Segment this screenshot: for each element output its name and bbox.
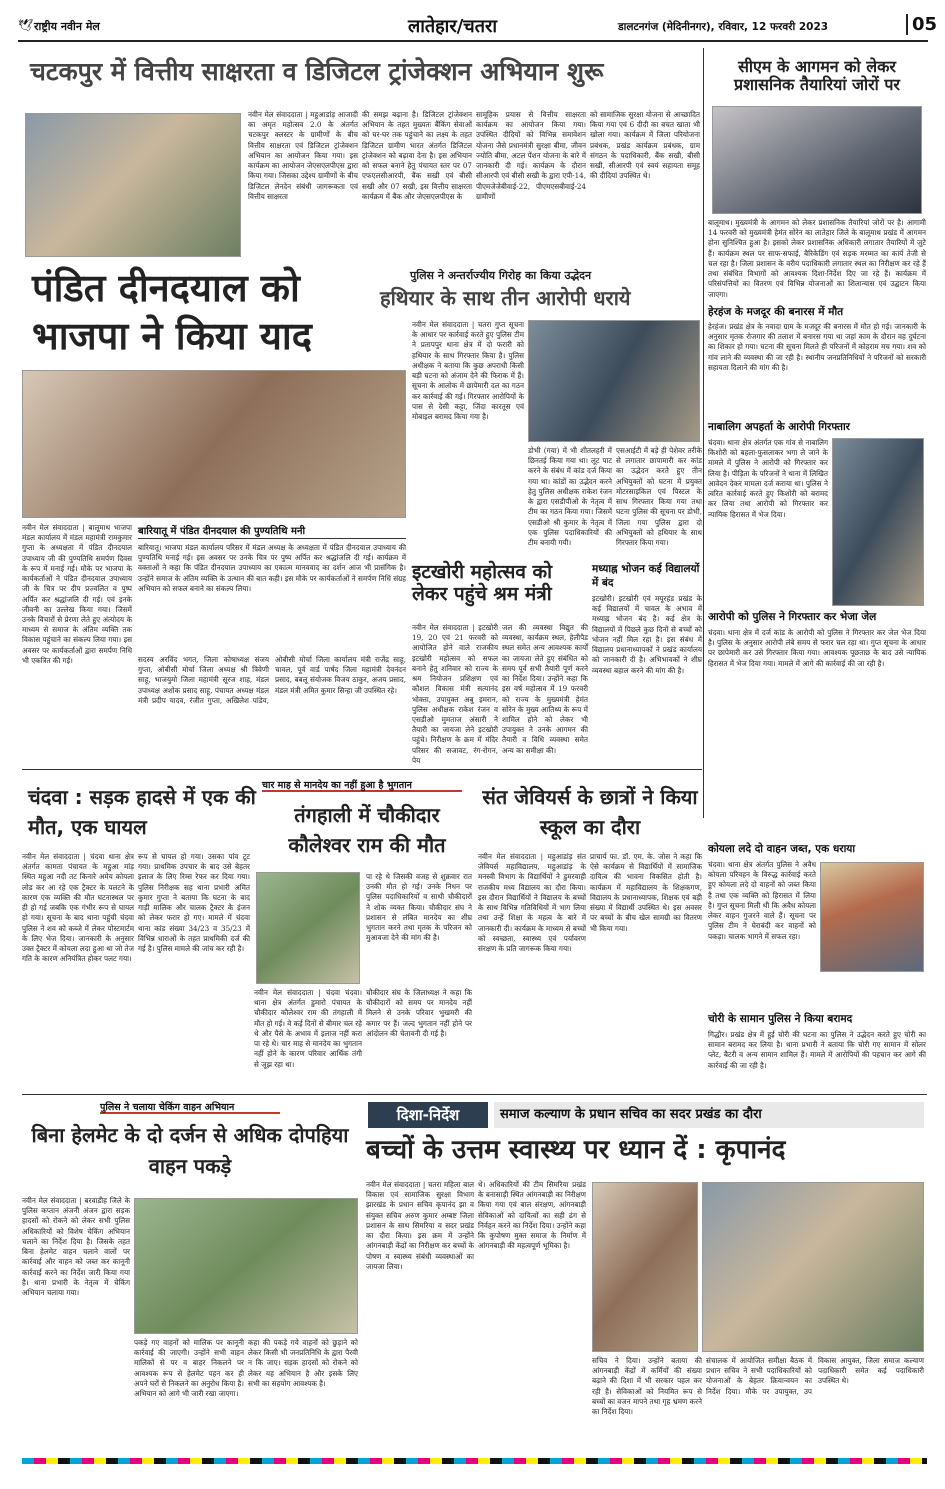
s9-headline: हथियार के साथ तीन आरोपी धराये	[380, 286, 631, 310]
s10-col2: जल की व्यवस्था विद्युत की व्यवस्था, कार्यक्रम स्थल, हेलीपैड स्थल समेत अन्य आवश्यक कार्यों का जायजा लेते हुए संबंधित को समय पूर्व सभी तैयारी पूर्ण करने का निर्देश दिया। उन्होंने कहा कि इस वर्ष महोत्सव में 19 फरवरी को राज्य के मुख्यमंत्री हेमंत सोरेन के मुख्य आतिथ्य के रूप में शामिल होने को लेकर भी उपायुक्त ने उनके आगमन की तैयारी व विधि व्यवस्था समेत अन्य का समीक्षा की।	[502, 623, 588, 755]
s13-col3: चौकीदार संघ के जिलाध्यक्ष ने कहा कि चौकीदारों को समय पर मानदेय नहीं मिलने से उनके परिवार भुखमरी की कगार पर हैं। जल्द भुगतान नहीं होने पर आंदोलन की चेतावनी दी गई है।	[366, 988, 472, 1038]
s13-headline: तंगहाली में चौकीदार कौलेश्वर राम की मौत	[288, 803, 446, 857]
s2-photo	[712, 106, 922, 214]
s9-kicker: पुलिस ने अन्तर्राज्यीय गिरोह का किया उद्भेदन	[410, 269, 592, 282]
column-divider	[703, 48, 704, 818]
s16-photo-2	[702, 1182, 924, 1352]
s1-headline: चटकपुर में वित्तीय साक्षरता व डिजिटल ट्रांजेक्शन अभियान शुरू	[30, 57, 604, 86]
s11-body: इटखोरी। इटखोरी एवं मयूरहंड प्रखंड के कई विद्यालयों में चावल के अभाव में मध्याह्न भोजन बंद है। कई क्षेत्र के विद्यालयों में पिछले कुछ दिनों से बच्चों को भोजन नहीं मिल रहा है। इस संबंध में विद्यालय प्रधानाध्यापकों ने प्रखंड कार्यालय को जानकारी दी है। अभिभावकों ने शीघ्र व्यवस्था बहाल करने की मांग की है।	[592, 594, 702, 675]
s15-photo	[134, 1198, 358, 1334]
s11-headline: मध्याह्न भोजन कई विद्यालयों में बंद	[592, 563, 700, 589]
s15-col3: कहा की पकड़े गये वाहनों को छुड़ाने को लेकर किसी भी जनप्रतिनिधि के द्वारा पैरवी न कि जाए। सड़क हादसों को रोकने को लेकर यह अभियान है और इसके लिए सभी का सहयोग आवश्यक है।	[248, 1338, 358, 1388]
s1-col4: को सामाजिक सुरक्षा योजना से आच्छादित किया गया एवं 6 दीदी का बचत खाता भी खोला गया। कार्यक्रम में जिला परियोजना प्रबंधक, प्रखंड कार्यक्रम प्रबंधक, ग्राम संगठन के पदाधिकारी, बैंक सखी, बीसी सखी, सीआरपी एवं स्वयं सहायता समूह की दीदियां उपस्थित थे।	[590, 110, 700, 181]
s4-photo	[832, 438, 924, 606]
s16-col1: नवीन मेल संवाददाता | चतरा महिला बाल विकास एवं सामाजिक सुरक्षा विभाग झारखंड के प्रधान सचिव कृपानंद झा व संयुक्त सचिव अरुण कुमार अम्बष्ट जिला प्रशासन के साथ सिमरिया व सदर प्रखंड का दौरा किया। इस क्रम में उन्होंने आंगनबाड़ी केंद्रों का निरीक्षण कर बच्चों के पोषण व स्वास्थ्य संबंधी व्यवस्थाओं का जायजा लिया।	[366, 1180, 474, 1271]
s5-headline: आरोपी को पुलिस ने गिरफ्तार कर भेजा जेल	[708, 611, 877, 623]
s9-col2: डोभी (गया) में भी शीतलहरी में छिनतई किया गया था। लूट पाट करने के संबंध में कांड दर्ज किया गया था। कांडों का उद्भेदन करने हेतु पुलिस अधीक्षक राकेश रंजन के द्वारा एसडीपीओ के नेतृत्व में टीम का गठन किया गया। जिसमें एसडीओ श्री कुमार के नेतृत्व में एक पुलिस पदाधिकारियों की टीम बनायी गयी।	[528, 446, 612, 547]
page-number: 05	[906, 14, 937, 35]
s15-headline: बिना हेलमेट के दो दर्जन से अधिक दोपहिया वाहन पकड़े	[31, 1123, 349, 1178]
section-title: लातेहार/चतरा	[408, 16, 497, 37]
s1-photo	[25, 113, 241, 257]
masthead	[18, 14, 938, 42]
s7-body: गिद्धौर। प्रखंड क्षेत्र में हुई चोरी की घटना का पुलिस ने उद्भेदन करते हुए चोरी का सामान बरामद कर लिया है। थाना प्रभारी ने बताया कि चोरी गए सामान में सोलर प्लेट, बैटरी व अन्य सामान शामिल हैं। मामले में आरोपियों की पहचान कर आगे की कार्रवाई की जा रही है।	[708, 1030, 926, 1070]
bird-logo-icon: 🕊	[18, 18, 34, 32]
registration-strip	[22, 1458, 927, 1464]
s5-body: चंदवा। थाना क्षेत्र में दर्ज कांड के आरोपी को पुलिस ने गिरफ्तार कर जेल भेज दिया है। पुलिस के अनुसार आरोपी लंबे समय से फरार चल रहा था। गुप्त सूचना के आधार पर छापेमारी कर उसे गिरफ्तार किया गया। आवश्यक पूछताछ के बाद उसे न्यायिक हिरासत में भेज दिया गया। मामले में आगे की कार्रवाई की जा रही है।	[708, 628, 926, 668]
s13-kicker: चार माह से मानदेय का नहीं हुआ है भुगतान	[262, 778, 462, 792]
s2-body: बालूमाथ। मुख्यमंत्री के आगमन को लेकर प्रशासनिक तैयारियां जोरों पर है। आगामी 14 फरवरी को मुख्यमंत्री हेमंत सोरेन का लातेहार जिले के बालूमाथ प्रखंड में आगमन होना सुनिश्चित हुआ है। इसको लेकर प्रशासनिक अधिकारी लगातार तैयारियों में जुटे हैं। कार्यक्रम स्थल पर साफ-सफाई, बैरिकेडिंग एवं सड़क मरम्मत का कार्य तेजी से चल रहा है। जिला प्रशासन के वरीय पदाधिकारी लगातार स्थल का निरीक्षण कर रहे हैं तथा संबंधित विभागों को आवश्यक दिशा-निर्देश दिए जा रहे हैं। कार्यक्रम में परिसंपत्तियों का वितरण एवं विभिन्न योजनाओं का शिलान्यास एवं उद्घाटन किया जाएगा।	[708, 218, 926, 299]
s1-col3: सामूहिक प्रयास से वित्तीय साक्षरता कार्यक्रम का आयोजन किया गया। उपस्थित दीदियों को विभिन्न समावेशन योजना जैसे प्रधानमंत्री सुरक्षा बीमा, जीवन ज्योति बीमा, अटल पेंशन योजना के बारे में जानकारी दी गई। कार्यक्रम के दौरान सीआरपी एवं बीसी सखी के द्वारा एपी-14, पीएमजेजेबीवाई-22, पीएमएसबीवाई-24 ग्रामीणों	[476, 110, 587, 201]
s10-col1: नवीन मेल संवाददाता | इटखोरी 19, 20 एवं 21 फरवरी को आयोजित होने वाले राजकीय इटखोरी महोत्सव को सफल बनाने हेतु शनिवार को राज्य के श्रम नियोजन प्रशिक्षण एवं कौशल विकास मंत्री सत्यानंद भोक्ता, उपायुक्त अबु इमरान, पुलिस अधीक्षक राकेश रंजन व एसडीओ मुमताज अंसारी ने तैयारी का जायजा लेने इटखोरी पहुंचे। निरीक्षण के क्रम में मंदिर परिसर की सजावट, रंग-रोगन, पेय	[412, 623, 498, 765]
s8-photo	[22, 370, 406, 518]
s16-photo-1	[592, 1182, 698, 1352]
dateline: डालटनगंज (मेदिनीनगर), रविवार, 12 फरवरी 2023	[618, 21, 829, 33]
section-divider	[22, 769, 702, 770]
s1-col2: की समझ बढ़ाना है। डिजिटल ट्रांजेक्शन अभियान के तहत मुख्यतः बैंकिंग सेवाओं को घर-घर तक पहुंचाने का लक्ष्य के तहत डिजिटल ग्रामीण भारत अंतर्गत डिजिटल ट्रांजेक्शन को बढ़ावा देना है। इस अभियान को सफल बनाने हेतु पंचायत स्तर पर 07 एफएलसीआरपी, बैंक सखी एवं बीसी सखी और 07 सखी, इस वित्तीय साक्षरता कार्यक्रम में बैंक और जेएसएलपीएस के	[362, 110, 472, 201]
paper-name: राष्ट्रीय नवीन मेल	[34, 20, 100, 33]
s4-headline: नाबालिग अपहर्ता के आरोपी गिरफ्तार	[708, 421, 850, 433]
s9-col3: एसआईटी में बड़े ही पेशेवर तरीके से लगातार छापामारी कर कांड का उद्भेदन करते हुए तीन अभियुक्तों को घटना में प्रयुक्त मोटरसाइकिल एवं पिस्टल के साथ गिरफ्तार किया गया तथा घटना पुलिस की सूचना पर डोभी, जिला गया पुलिस द्वारा दो अभियुक्तों को हथियार के साथ गिरफ्तार किया गया।	[616, 446, 702, 547]
s8-headline: पंडित दीनदयाल को भाजपा ने किया याद	[32, 266, 312, 358]
s16-headline: बच्चों के उत्तम स्वास्थ्य पर ध्यान दें : कृपानंद	[366, 1135, 786, 1165]
s3-headline: हेरहंज के मजदूर की बनारस में मौत	[708, 306, 844, 318]
s8-col1: नवीन मेल संवाददाता | बालूमाथ भाजपा मंडल कार्यालय में मंडल महामंत्री रामकुमार गुप्ता के अध्यक्षता में पंडित दीनदयाल उपाध्याय जी की पुण्यतिथि समर्पण दिवस के रूप में मनाई गई। मौके पर भाजपा के कार्यकर्ताओं ने पंडित दीनदयाल उपाध्याय जी के चित्र पर दीप प्रज्वलित व पुष्प अर्पित कर श्रद्धांजलि दी गई। एवं इनके जीवनी का उल्लेख किया गया। जिसमें उनके विचारों से प्रेरणा लेते हुए अंत्योदय के माध्यम से समाज के अंतिम व्यक्ति तक विकास पहुंचाने का संकल्प लिया गया। इस अवसर पर कार्यकर्ताओं द्वारा समर्पण निधि भी एकत्रित की गई।	[22, 523, 132, 665]
s14-headline: संत जेवियर्स के छात्रों ने किया स्कूल का दौरा	[482, 785, 698, 839]
s10-headline: इटखोरी महोत्सव को लेकर पहुंचे श्रम मंत्री	[412, 561, 553, 605]
s15-kicker: पुलिस ने चलाया चेकिंग वाहन अभियान	[100, 1100, 280, 1114]
s8-subhead: बारियातू में पंडित दीनदयाल की पुण्यतिथि मनी	[138, 523, 406, 539]
s6-body: चंदवा। थाना क्षेत्र अंतर्गत पुलिस ने अवैध कोयला परिवहन के विरुद्ध कार्रवाई करते हुए कोयला लदे दो वाहनों को जब्त किया है तथा एक व्यक्ति को हिरासत में लिया है। गुप्त सूचना मिली थी कि अवैध कोयला लेकर वाहन गुजरने वाले हैं। सूचना पर पुलिस टीम ने घेराबंदी कर वाहनों को पकड़ा। चालक भागने में सफल रहा।	[708, 860, 816, 941]
s2-headline: सीएम के आगमन को लेकर प्रशासनिक तैयारियां जोरों पर	[734, 57, 900, 95]
s14-col2: प्राचार्य फा. डॉ. एम. के. जोस ने कहा कि ऐसे कार्यक्रम से विद्यार्थियों में सामाजिक दायित्व की भावना विकसित होती है। कार्यक्रम में महाविद्यालय के शिक्षकगण, विद्यालय के प्रधानाध्यापक, शिक्षक एवं बड़ी संख्या में विद्यार्थी उपस्थित थे। इस अवसर पर बच्चों के बीच खेल सामग्री का वितरण भी किया गया।	[590, 852, 702, 933]
s9-photo	[528, 320, 700, 442]
s8-col2: बारियातू। भाजपा मंडल कार्यालय परिसर में मंडल अध्यक्ष के अध्यक्षता में पंडित दीनदयाल उपाध्याय की पुण्यतिथि मनाई गई। इस अवसर पर उनके चित्र पर पुष्प अर्पित कर श्रद्धांजलि दी गई। कार्यक्रम में वक्ताओं ने कहा कि पंडित दीनदयाल उपाध्याय का एकात्म मानववाद का दर्शन आज भी प्रासंगिक है। उन्होंने समाज के अंतिम व्यक्ति के उत्थान की बात कही। इस मौके पर कार्यकर्ताओं ने समर्पण निधि संग्रह अभियान को सफल बनाने का संकल्प लिया।	[138, 543, 406, 593]
s16-tag-text: दिशा-निर्देश	[396, 1106, 460, 1124]
s12-col1: नवीन मेल संवाददाता | चंदवा थाना क्षेत्र अंतर्गत कामता पंचायत के महुआ मांड़ स्थित महुआ नदी तट किनारे अमेय कोयला लोड कर आ रहे एक ट्रैक्टर के पलटने के कारण एक व्यक्ति की मौत घटनास्थल पर ही हो गई जबकि एक गंभीर रूप से घायल हो गया। सूचना के बाद थाना पहुंची चंदवा पुलिस ने शव को कब्जे में लेकर पोस्टमार्टम के लिए भेज दिया। जानकारी के अनुसार उक्त ट्रैक्टर में कोयला लदा हुआ था जो तेज गति के कारण अनियंत्रित होकर पलट गया।	[22, 852, 134, 964]
s16-col2: थे। अधिकारियों की टीम सिमरिया प्रखंड के बनासाड़ी स्थित आंगनबाड़ी का निरीक्षण किया गया एवं बाल संरक्षण, आंगनबाड़ी सेविकाओं को दायित्वों का सही ढंग से निर्वहन करने का निर्देश दिया। उन्होंने कहा कि कुपोषण मुक्त समाज के निर्माण में आंगनबाड़ी की महत्वपूर्ण भूमिका है।	[478, 1180, 586, 1251]
s16-tag	[368, 1102, 488, 1128]
s12-headline: चंदवा : सड़क हादसे में एक की मौत, एक घायल	[28, 785, 256, 839]
s9-col1: नवीन मेल संवाददाता | चतरा गुप्त सूचना के आधार पर कार्रवाई करते हुए पुलिस टीम ने प्रतापपुर थाना क्षेत्र में दो फरारी को हथियार के साथ गिरफ्तार किया है। पुलिस अधीक्षक ने बताया कि कुछ अपराधी किसी बड़ी घटना को अंजाम देने की फिराक में हैं। सूचना के आलोक में छापेमारी दल का गठन कर कार्रवाई की गई। गिरफ्तार आरोपियों के पास से देसी कट्टा, जिंदा कारतूस एवं मोबाइल बरामद किया गया है।	[412, 320, 524, 421]
s13-col1: नवीन मेल संवाददाता | चंदवा चंदवा। थाना क्षेत्र अंतर्गत डुमारो पंचायत के चौकीदार कौलेश्वर राम की तंगहाली में मौत हो गई। वे कई दिनों से बीमार चल रहे थे और पैसे के अभाव में इलाज नहीं करा पा रहे थे। चार माह से मानदेय का भुगतान नहीं होने के कारण परिवार आर्थिक तंगी से जूझ रहा था।	[254, 988, 362, 1069]
s1-col1: नवीन मेल संवाददाता | महुआडांड़ आजादी का अमृत महोत्सव 2.0 के अंतर्गत चटकपुर क्लस्टर के ग्रामीणों के बीच वित्तीय साक्षरता एवं डिजिटल ट्रांजेक्शन अभियान का आयोजन किया गया। इस कार्यक्रम का आयोजन जेएसएलपीएस द्वारा किया गया। जिसका उद्देश्य ग्रामीणों के बीच डिजिटल लेनदेन संबंधी जागरूकता एवं वित्तीय साक्षरता	[248, 110, 358, 201]
s15-col1: नवीन मेल संवाददाता | बरवाडीह जिले के पुलिस कप्तान अंजनी अंजन द्वारा सड़क हादसों को रोकने को लेकर सभी पुलिस अधिकारियों को विशेष चेकिंग अभियान चलाने का निर्देश दिया है। जिसके तहत बिना हेलमेट वाहन चलाने वालों पर कार्रवाई और वाहन को जब्त कर कानूनी कार्रवाई करने का निर्देश जारी किया गया है। थाना प्रभारी के नेतृत्व में चेकिंग अभियान चलाया गया।	[22, 1196, 130, 1297]
s16-col4: संचालक में आयोजित समीक्षा बैठक में प्रधान सचिव ने सभी पदाधिकारियों को योजनाओं के बेहतर क्रियान्वयन का निर्देश दिया। मौके पर उपायुक्त, उप विकास आयुक्त, जिला समाज कल्याण पदाधिकारी समेत कई पदाधिकारी उपस्थित थे।	[706, 1356, 924, 1396]
s13-photo	[256, 872, 360, 984]
s15-col2: पकड़े गए वाहनों को मालिक पर कानूनी कार्रवाई की जाएगी। उन्होंने सभी वाहन मालिकों से पर व बाहर निकलने पर आवश्यक रूप से हेलमेट पहन कर ही अपने घरों से निकलने का अनुरोध किया है। अभियान को आगे भी जारी रखा जाएगा।	[134, 1338, 244, 1399]
s12-col2: रूप से घायल हो गया। उसका पांव टूट गया। प्राथमिक उपचार के बाद उसे बेहतर इलाज के लिए रिम्स रेफर कर दिया गया। पुलिस निरीक्षक सह थाना प्रभारी अमित कुमार गुप्ता ने बताया कि घटना के बाद गाड़ी मालिक और चालक ट्रैक्टर के इंजन को लेकर फरार हो गए। मामले में चंदवा थाना कांड संख्या 34/23 व 35/23 में विभिन्न धाराओं के तहत प्राथमिकी दर्ज की गई है। पुलिस मामले की जांच कर रही है।	[138, 852, 250, 953]
s6-photo	[820, 862, 924, 972]
s3-body: हेरहंज। प्रखंड क्षेत्र के नवादा ग्राम के मजदूर की बनारस में मौत हो गई। जानकारी के अनुसार मृतक रोजगार की तलाश में बनारस गया था जहां काम के दौरान वह दुर्घटना का शिकार हो गया। घटना की सूचना मिलते ही परिजनों में कोहराम मच गया। शव को गांव लाने की व्यवस्था की जा रही है। स्थानीय जनप्रतिनिधियों ने परिजनों को सरकारी सहायता दिलाने की मांग की है।	[708, 322, 926, 372]
s13-col2: पा रहे थे जिसकी वजह से शुक्रवार रात उनकी मौत हो गई। उनके निधन पर पुलिस पदाधिकारियों व साथी चौकीदारों ने शोक व्यक्त किया। चौकीदार संघ ने प्रशासन से लंबित मानदेय का शीघ्र भुगतान करने तथा मृतक के परिजन को मुआवजा देने की मांग की है।	[366, 872, 472, 943]
s7-headline: चोरी के सामान पुलिस ने किया बरामद	[708, 1013, 853, 1025]
s8-col3: सदस्य अरविंद भगत, जिला कोषाध्यक्ष संजय गुप्ता, ओबीसी मोर्चा जिला अध्यक्ष श्री त्रिवेणी साहू, भाजयुमो जिला महामंत्री सूरज शाह, मंडल उपाध्यक्ष अशोक प्रसाद साहू, पंचायत अध्यक्ष मंडल मंत्री प्रदीप यादव, रंजीत गुप्ता, अखिलेश पांडेय, ओबीसी मोर्चा जिला कार्यालय मंत्री राजेंद्र साहू, चावल, पूर्व वार्ड पार्षद जिला महामंत्री देवनंदन प्रसाद, बबलू संयोजक विजय ठाकुर, अजय प्रसाद, मंडल मंत्री अमित कुमार सिन्हा जी उपस्थित रहे।	[138, 655, 406, 705]
s14-col1: नवीन मेल संवाददाता | महुआडांड़ संत जेवियर्स महाविद्यालय, महुआडांड़ के मनस्वी विभाग के विद्यार्थियों ने डुमरवाही राजकीय मध्य विद्यालय का दौरा किया। इस दौरान विद्यार्थियों ने विद्यालय के बच्चों के साथ विभिन्न गतिविधियों में भाग लिया तथा उन्हें शिक्षा के महत्व के बारे में जानकारी दी। कार्यक्रम के माध्यम से बच्चों को स्वच्छता, स्वास्थ्य एवं पर्यावरण संरक्षण के प्रति जागरूक किया गया।	[478, 852, 586, 953]
s16-col3: सचिव ने दिया। उन्होंने बताया की आंगनबाड़ी केंद्रों में कर्मियों की संख्या बढ़ाने की दिशा में भी सरकार पहल कर रही है। सेविकाओं को नियमित रूप से बच्चों का वजन मापने तथा गृह भ्रमण करने का निर्देश दिया।	[592, 1356, 702, 1417]
s6-headline: कोयला लदे दो वाहन जब्त, एक धराया	[708, 843, 856, 855]
section-divider	[22, 1094, 927, 1095]
s4-body: चंदवा। थाना क्षेत्र अंतर्गत एक गांव से नाबालिग किशोरी को बहला-फुसलाकर भगा ले जाने के मामले में पुलिस ने आरोपी को गिरफ्तार कर लिया है। पीड़िता के परिजनों ने थाना में लिखित आवेदन देकर मामला दर्ज कराया था। पुलिस ने त्वरित कार्रवाई करते हुए किशोरी को बरामद कर लिया तथा आरोपी को गिरफ्तार कर न्यायिक हिरासत में भेज दिया।	[708, 438, 828, 519]
s16-kicker: समाज कल्याण के प्रधान सचिव का सदर प्रखंड का दौरा	[494, 1102, 924, 1128]
